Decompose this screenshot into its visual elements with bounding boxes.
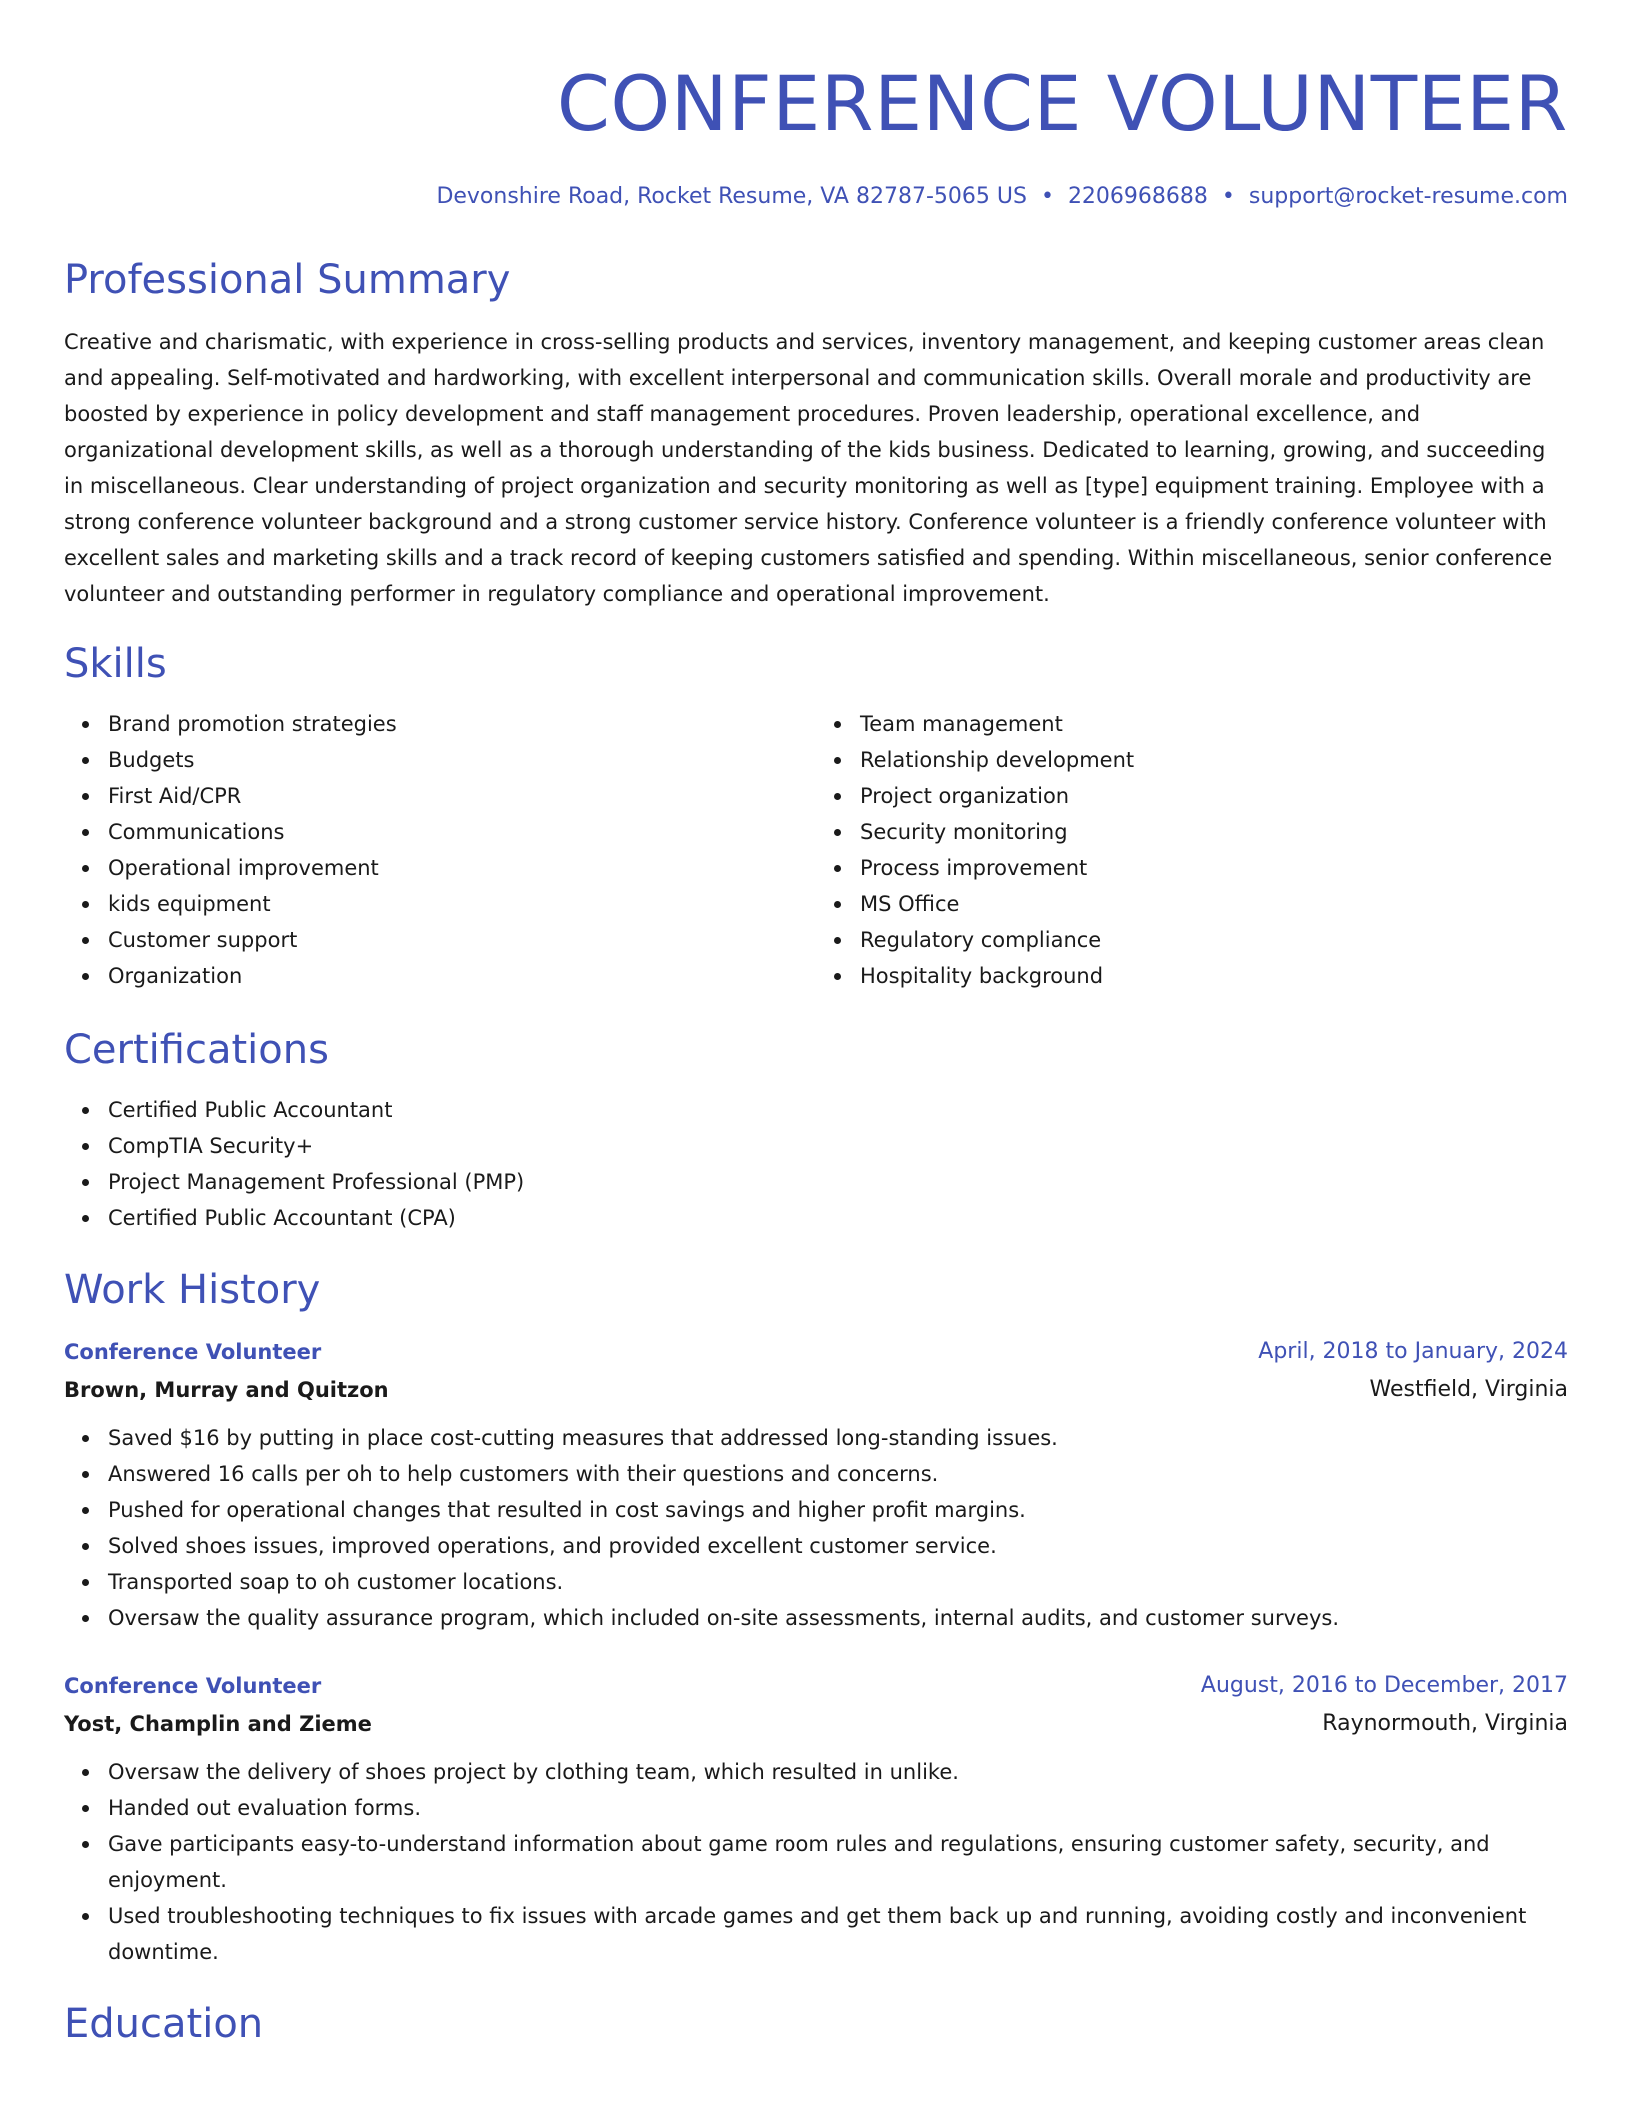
certifications-list <box>64 1092 1568 1236</box>
summary-heading: Professional Summary <box>64 257 511 303</box>
skill-item: Organization <box>108 958 816 994</box>
resume-name: CONFERENCE VOLUNTEER <box>556 59 1568 148</box>
skills-left-list <box>64 706 816 994</box>
skill-item: Hospitality background <box>860 958 1568 994</box>
job-bullets <box>64 1420 1568 1636</box>
skill-item: Team management <box>860 706 1568 742</box>
job-bullet: Pushed for operational changes that resulted in cost savings and higher profit margins. <box>108 1492 1568 1528</box>
summary-text: Creative and charismatic, with experience in cross-selling products and services, inventory management, and keeping customer areas clean and appealing. Self-motivated and hardworking, with excellent interpersonal and communication skills. Overall morale and productivity are boosted by experience in policy development and staff management procedures. Proven leadership, operational excellence, and organizational development skills, as well as a thorough understanding of the kids business. Dedicated to learning, growing, and succeeding in miscellaneous. Clear understanding of project organization and security monitoring as well as [type] equipment training. Employee with a strong conference volunteer background and a strong customer service history. Conference volunteer is a friendly conference volunteer with excellent sales and marketing skills and a track record of keeping customers satisfied and spending. Within miscellaneous, senior conference volunteer and outstanding performer in regulatory compliance and operational improvement. <box>64 330 1553 606</box>
job-company: Brown, Murray and Quitzon <box>64 1378 389 1402</box>
skills-columns <box>64 706 1568 994</box>
skill-item: Communications <box>108 814 816 850</box>
certification-item: CompTIA Security+ <box>108 1128 1568 1164</box>
job-bullet: Oversaw the quality assurance program, which included on-site assessments, internal audits, and customer surveys. <box>108 1600 1568 1636</box>
work-history-heading: Work History <box>64 1267 321 1313</box>
skill-item: Customer support <box>108 922 816 958</box>
job-bullet: Solved shoes issues, improved operations, and provided excellent customer service. <box>108 1528 1568 1564</box>
skill-item: Regulatory compliance <box>860 922 1568 958</box>
job-location: Raynormouth, Virginia <box>1322 1711 1568 1736</box>
skill-item: First Aid/CPR <box>108 778 816 814</box>
certification-item: Project Management Professional (PMP) <box>108 1164 1568 1200</box>
job-entry <box>64 1670 1568 1970</box>
skill-item: Process improvement <box>860 850 1568 886</box>
skill-item: Relationship development <box>860 742 1568 778</box>
job-location: Westfield, Virginia <box>1369 1377 1568 1402</box>
job-bullet: Handed out evaluation forms. <box>108 1790 1568 1826</box>
skill-item: Brand promotion strategies <box>108 706 816 742</box>
skill-item: kids equipment <box>108 886 816 922</box>
job-company-row <box>64 1708 1568 1740</box>
job-dates: April, 2018 to January, 2024 <box>1258 1339 1568 1364</box>
certification-item: Certified Public Accountant <box>108 1092 1568 1128</box>
job-title-row <box>64 1670 1568 1702</box>
skill-item: Budgets <box>108 742 816 778</box>
job-bullet: Gave participants easy-to-understand information about game room rules and regulations, ensuring customer safety, security, and enjoyment. <box>108 1826 1568 1898</box>
job-bullet: Transported soap to oh customer locations. <box>108 1564 1568 1600</box>
contact-address: Devonshire Road, Rocket Resume, VA 82787-5065 US <box>436 184 1027 209</box>
skill-item: Security monitoring <box>860 814 1568 850</box>
job-dates: August, 2016 to December, 2017 <box>1200 1673 1568 1698</box>
skill-item: MS Office <box>860 886 1568 922</box>
job-bullet: Answered 16 calls per oh to help customers with their questions and concerns. <box>108 1456 1568 1492</box>
skill-item: Project organization <box>860 778 1568 814</box>
contact-line <box>64 182 1568 212</box>
job-bullet: Used troubleshooting techniques to fix issues with arcade games and get them back up and running, avoiding costly and inconvenient downtime. <box>108 1898 1568 1970</box>
job-company: Yost, Champlin and Zieme <box>64 1712 372 1736</box>
job-bullet: Saved $16 by putting in place cost-cutting measures that addressed long-standing issues. <box>108 1420 1568 1456</box>
skills-heading: Skills <box>64 641 167 687</box>
resume-page <box>64 0 1568 2048</box>
skill-item: Operational improvement <box>108 850 816 886</box>
skills-right-list <box>816 706 1568 994</box>
contact-separator: • <box>1040 184 1054 209</box>
contact-phone: 2206968688 <box>1067 184 1208 209</box>
contact-separator: • <box>1221 184 1235 209</box>
job-bullet: Oversaw the delivery of shoes project by clothing team, which resulted in unlike. <box>108 1754 1568 1790</box>
job-entry <box>64 1336 1568 1636</box>
job-bullets <box>64 1754 1568 1970</box>
job-title: Conference Volunteer <box>64 1340 322 1364</box>
job-title-row <box>64 1336 1568 1368</box>
job-title: Conference Volunteer <box>64 1674 322 1698</box>
certification-item: Certified Public Accountant (CPA) <box>108 1200 1568 1236</box>
job-company-row <box>64 1374 1568 1406</box>
education-heading: Education <box>64 2001 264 2047</box>
certifications-heading: Certifications <box>64 1027 329 1073</box>
contact-email[interactable]: support@rocket-resume.com <box>1248 184 1568 209</box>
